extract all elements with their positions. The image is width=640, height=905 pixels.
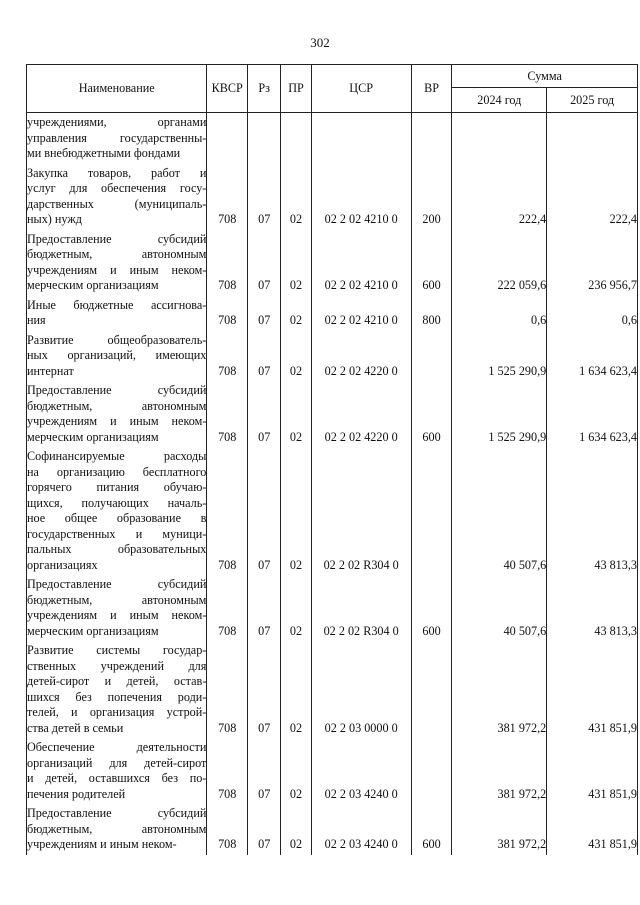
row-name-line: ния <box>27 313 46 327</box>
row-csr: 02 2 02 4210 0 <box>311 296 411 331</box>
row-name-line: ства детей в семьи <box>27 720 124 735</box>
row-sum-2025 <box>547 113 638 164</box>
row-sum-2025: 431 851,9 <box>547 804 638 855</box>
row-pr: 02 <box>281 804 311 855</box>
table-body <box>27 113 638 855</box>
row-name <box>27 296 207 331</box>
row-name-line: детей-сирот и детей, остав- <box>27 674 207 688</box>
row-sum-2024: 222,4 <box>452 164 547 230</box>
row-name-line: Обеспечение деятельности <box>27 740 207 754</box>
row-rz: 07 <box>248 331 281 382</box>
row-name-line: бюджетным, автономным <box>27 398 207 413</box>
row-name-line: Софинансируемые расходы <box>27 449 207 463</box>
header-sum: Сумма <box>452 65 638 88</box>
row-name-line: мерческим организациям <box>27 429 159 444</box>
row-name-line: бюджетным, автономным <box>27 821 207 836</box>
row-vr: 600 <box>411 381 452 447</box>
row-vr <box>411 331 452 382</box>
row-sum-2024: 381 972,2 <box>452 738 547 804</box>
row-sum-2025: 222,4 <box>547 164 638 230</box>
header-name: Наименование <box>27 65 207 113</box>
row-name-line: государственных и муници- <box>27 526 207 541</box>
row-sum-2024: 381 972,2 <box>452 641 547 738</box>
row-pr: 02 <box>281 381 311 447</box>
row-vr: 800 <box>411 296 452 331</box>
row-sum-2024: 1 525 290,9 <box>452 331 547 382</box>
row-csr: 02 2 02 4210 0 <box>311 164 411 230</box>
row-name-line: организациях <box>27 557 98 572</box>
row-rz: 07 <box>248 804 281 855</box>
row-name-line: мерческим организациям <box>27 623 159 638</box>
row-pr: 02 <box>281 738 311 804</box>
row-name-line: Предоставление субсидий <box>27 806 207 820</box>
row-csr: 02 2 03 4240 0 <box>311 738 411 804</box>
row-sum-2025: 43 813,3 <box>547 575 638 641</box>
row-pr: 02 <box>281 447 311 575</box>
row-sum-2024: 1 525 290,9 <box>452 381 547 447</box>
row-name-line: пальных образовательных <box>27 542 207 556</box>
row-name-line: Развитие общеобразователь- <box>27 332 207 347</box>
row-vr <box>411 641 452 738</box>
row-name-line: бюджетным, автономным <box>27 592 207 607</box>
row-rz: 07 <box>248 164 281 230</box>
row-rz: 07 <box>248 296 281 331</box>
row-vr <box>411 113 452 164</box>
row-rz: 07 <box>248 738 281 804</box>
row-name-line: Предоставление субсидий <box>27 383 207 397</box>
table-row <box>27 296 638 331</box>
row-name <box>27 447 207 575</box>
row-csr: 02 2 02 4220 0 <box>311 381 411 447</box>
row-csr <box>311 113 411 164</box>
row-name-line: учреждениям и иным неком- <box>27 608 207 622</box>
row-vr <box>411 447 452 575</box>
row-sum-2024: 40 507,6 <box>452 447 547 575</box>
row-name-line: управления государственны- <box>27 130 207 145</box>
row-rz: 07 <box>248 230 281 296</box>
row-name-line: Иные бюджетные ассигнова- <box>27 297 207 312</box>
row-csr: 02 2 02 R304 0 <box>311 447 411 575</box>
row-rz: 07 <box>248 641 281 738</box>
row-name-line: телей, и организация устрой- <box>27 705 207 719</box>
row-rz: 07 <box>248 575 281 641</box>
table-row <box>27 230 638 296</box>
table-row <box>27 738 638 804</box>
row-sum-2024: 381 972,2 <box>452 804 547 855</box>
header-rz: Рз <box>248 65 281 113</box>
table-row <box>27 575 638 641</box>
row-kvsr: 708 <box>207 641 248 738</box>
header-kvsr: КВСР <box>207 65 248 113</box>
row-vr: 200 <box>411 164 452 230</box>
row-pr: 02 <box>281 641 311 738</box>
row-sum-2024 <box>452 113 547 164</box>
row-csr: 02 2 02 4210 0 <box>311 230 411 296</box>
table-header <box>27 65 638 113</box>
row-name-line: Предоставление субсидий <box>27 231 207 246</box>
row-vr: 600 <box>411 804 452 855</box>
row-kvsr: 708 <box>207 575 248 641</box>
row-kvsr: 708 <box>207 804 248 855</box>
row-name-line: услуг для обеспечения госу- <box>27 181 207 195</box>
row-name <box>27 738 207 804</box>
row-csr: 02 2 02 R304 0 <box>311 575 411 641</box>
row-pr: 02 <box>281 164 311 230</box>
table-row <box>27 804 638 855</box>
row-kvsr: 708 <box>207 230 248 296</box>
row-sum-2025: 0,6 <box>547 296 638 331</box>
row-name <box>27 804 207 855</box>
row-sum-2025: 431 851,9 <box>547 641 638 738</box>
row-name-line: шихся без попечения роди- <box>27 689 207 704</box>
row-name-line: ми внебюджетными фондами <box>27 146 181 160</box>
row-name-line: Развитие системы государ- <box>27 643 207 657</box>
table-row <box>27 164 638 230</box>
row-sum-2025: 43 813,3 <box>547 447 638 575</box>
row-name-line: мерческим организациям <box>27 278 159 292</box>
row-name <box>27 113 207 164</box>
row-kvsr: 708 <box>207 296 248 331</box>
row-name-line: Закупка товаров, работ и <box>27 165 207 180</box>
row-kvsr: 708 <box>207 164 248 230</box>
row-name-line: на организацию бесплатного <box>27 464 207 479</box>
row-pr: 02 <box>281 296 311 331</box>
row-name-line: организаций для детей-сирот <box>27 755 207 770</box>
row-kvsr <box>207 113 248 164</box>
row-name <box>27 641 207 738</box>
row-name-line: ных организаций, имеющих <box>27 348 207 362</box>
row-sum-2024: 0,6 <box>452 296 547 331</box>
table-row <box>27 113 638 164</box>
table-row <box>27 381 638 447</box>
row-name-line: печения родителей <box>27 786 126 801</box>
row-name-line: щихся, получающих началь- <box>27 495 207 510</box>
row-kvsr: 708 <box>207 381 248 447</box>
row-name-line: Предоставление субсидий <box>27 577 207 591</box>
header-pr: ПР <box>281 65 311 113</box>
table-row <box>27 641 638 738</box>
row-sum-2024: 222 059,6 <box>452 230 547 296</box>
row-name <box>27 381 207 447</box>
row-pr: 02 <box>281 575 311 641</box>
row-vr: 600 <box>411 230 452 296</box>
row-kvsr: 708 <box>207 331 248 382</box>
row-pr <box>281 113 311 164</box>
row-name-line: бюджетным, автономным <box>27 247 207 261</box>
row-name-line: ное общее образование в <box>27 511 207 525</box>
row-name-line: и детей, оставшихся без по- <box>27 771 207 785</box>
row-pr: 02 <box>281 230 311 296</box>
header-year-2025: 2025 год <box>547 88 638 113</box>
row-csr: 02 2 03 4240 0 <box>311 804 411 855</box>
row-sum-2025: 236 956,7 <box>547 230 638 296</box>
row-name <box>27 331 207 382</box>
row-sum-2025: 1 634 623,4 <box>547 331 638 382</box>
row-sum-2024: 40 507,6 <box>452 575 547 641</box>
row-name-line: интернат <box>27 363 74 378</box>
row-pr: 02 <box>281 331 311 382</box>
row-rz: 07 <box>248 381 281 447</box>
row-name <box>27 164 207 230</box>
page-number: 302 <box>310 35 330 50</box>
row-vr: 600 <box>411 575 452 641</box>
row-name-line: ственных учреждений для <box>27 658 207 673</box>
row-name-line: учреждениями, органами <box>27 115 207 129</box>
row-name-line: учреждениям и иным неком- <box>27 837 177 851</box>
row-rz <box>248 113 281 164</box>
header-csr: ЦСР <box>311 65 411 113</box>
table-row <box>27 331 638 382</box>
row-sum-2025: 1 634 623,4 <box>547 381 638 447</box>
row-rz: 07 <box>248 447 281 575</box>
header-year-2024: 2024 год <box>452 88 547 113</box>
row-kvsr: 708 <box>207 738 248 804</box>
row-name-line: дарственных (муниципаль- <box>27 196 207 211</box>
budget-table <box>26 64 638 855</box>
row-name-line: горячего питания обучаю- <box>27 480 207 494</box>
row-name <box>27 230 207 296</box>
row-csr: 02 2 03 0000 0 <box>311 641 411 738</box>
table-row <box>27 447 638 575</box>
row-name-line: ных) нужд <box>27 212 82 226</box>
row-kvsr: 708 <box>207 447 248 575</box>
row-csr: 02 2 02 4220 0 <box>311 331 411 382</box>
row-name <box>27 575 207 641</box>
row-sum-2025: 431 851,9 <box>547 738 638 804</box>
row-name-line: учреждениям и иным неком- <box>27 414 207 428</box>
row-name-line: учреждениям и иным неком- <box>27 262 207 277</box>
row-vr <box>411 738 452 804</box>
header-vr: ВР <box>411 65 452 113</box>
